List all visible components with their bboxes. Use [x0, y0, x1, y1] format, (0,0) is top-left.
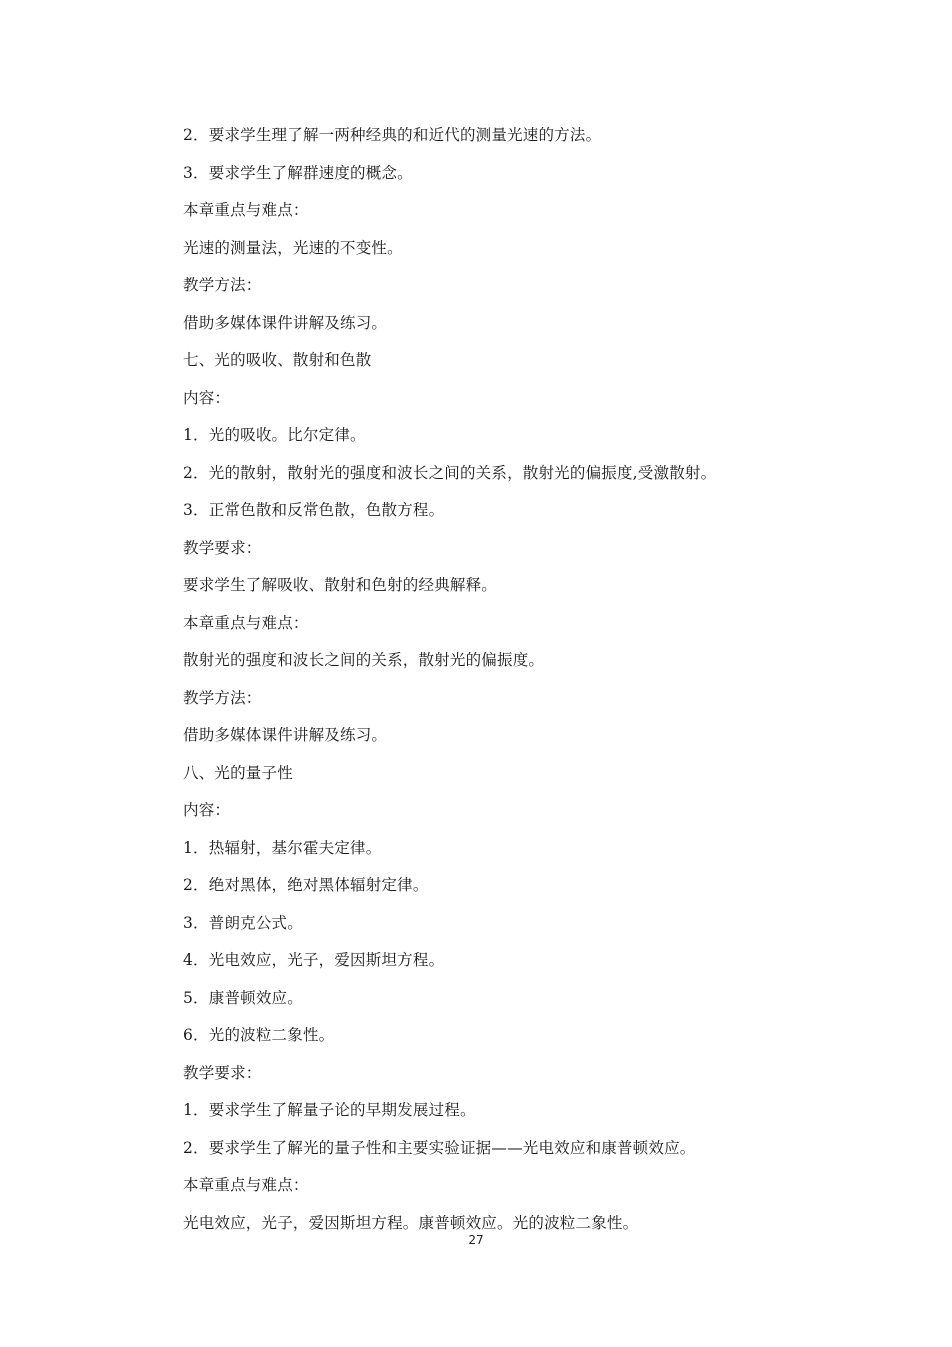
- chapter-heading-absorption-scattering-dispersion: 七、光的吸收、散射和色散: [183, 351, 372, 369]
- page-number: 27: [468, 1233, 484, 1247]
- paragraph-text: 光电效应，光子，爱因斯坦方程。康普顿效应。光的波粒二象性。: [183, 1213, 639, 1232]
- paragraph-text: 要求学生了解吸收、散射和色射的经典解释。: [183, 576, 498, 594]
- list-item: 3．普朗克公式。: [183, 913, 303, 932]
- list-item-light-speed-methods: 2．要求学生理了解一两种经典的和近代的测量光速的方法。: [183, 126, 602, 144]
- list-item-group-velocity: 3．要求学生了解群速度的概念。: [183, 163, 413, 182]
- section-heading-teaching-requirements: 教学要求：: [183, 1063, 262, 1082]
- chapter-heading-quantum-nature-of-light: 八、光的量子性: [183, 763, 293, 782]
- paragraph-text: 散射光的强度和波长之间的关系，散射光的偏振度。: [183, 651, 545, 669]
- paragraph-text: 借助多媒体课件讲解及练习。: [183, 726, 388, 744]
- section-heading-teaching-method: 教学方法：: [183, 688, 262, 707]
- list-item: 5．康普顿效应。: [183, 988, 303, 1007]
- section-heading-key-points: 本章重点与难点：: [183, 201, 309, 219]
- list-item: 2．绝对黑体，绝对黑体辐射定律。: [183, 876, 429, 894]
- list-item: 1．要求学生了解量子论的早期发展过程。: [183, 1101, 476, 1119]
- list-item: 2．光的散射，散射光的强度和波长之间的关系，散射光的偏振度,受激散射。: [183, 463, 717, 482]
- list-item: 6．光的波粒二象性。: [183, 1026, 335, 1044]
- list-item: 3．正常色散和反常色散，色散方程。: [183, 501, 445, 519]
- list-item: 4．光电效应，光子，爱因斯坦方程。: [183, 951, 445, 969]
- list-item: 1．热辐射，基尔霍夫定律。: [183, 838, 382, 857]
- page-content: [183, 123, 783, 1248]
- section-heading-key-points: 本章重点与难点：: [183, 613, 309, 632]
- list-item: 1．光的吸收。比尔定律。: [183, 426, 366, 444]
- section-heading-key-points: 本章重点与难点：: [183, 1176, 309, 1194]
- paragraph-text: 光速的测量法，光速的不变性。: [183, 238, 403, 257]
- section-heading-teaching-requirements: 教学要求：: [183, 538, 262, 557]
- list-item: 2．要求学生了解光的量子性和主要实验证据——光电效应和康普顿效应。: [183, 1138, 696, 1157]
- section-heading-teaching-method: 教学方法：: [183, 276, 262, 294]
- section-heading-content: 内容：: [183, 801, 231, 819]
- section-heading-content: 内容：: [183, 388, 231, 407]
- paragraph-text: 借助多媒体课件讲解及练习。: [183, 313, 388, 332]
